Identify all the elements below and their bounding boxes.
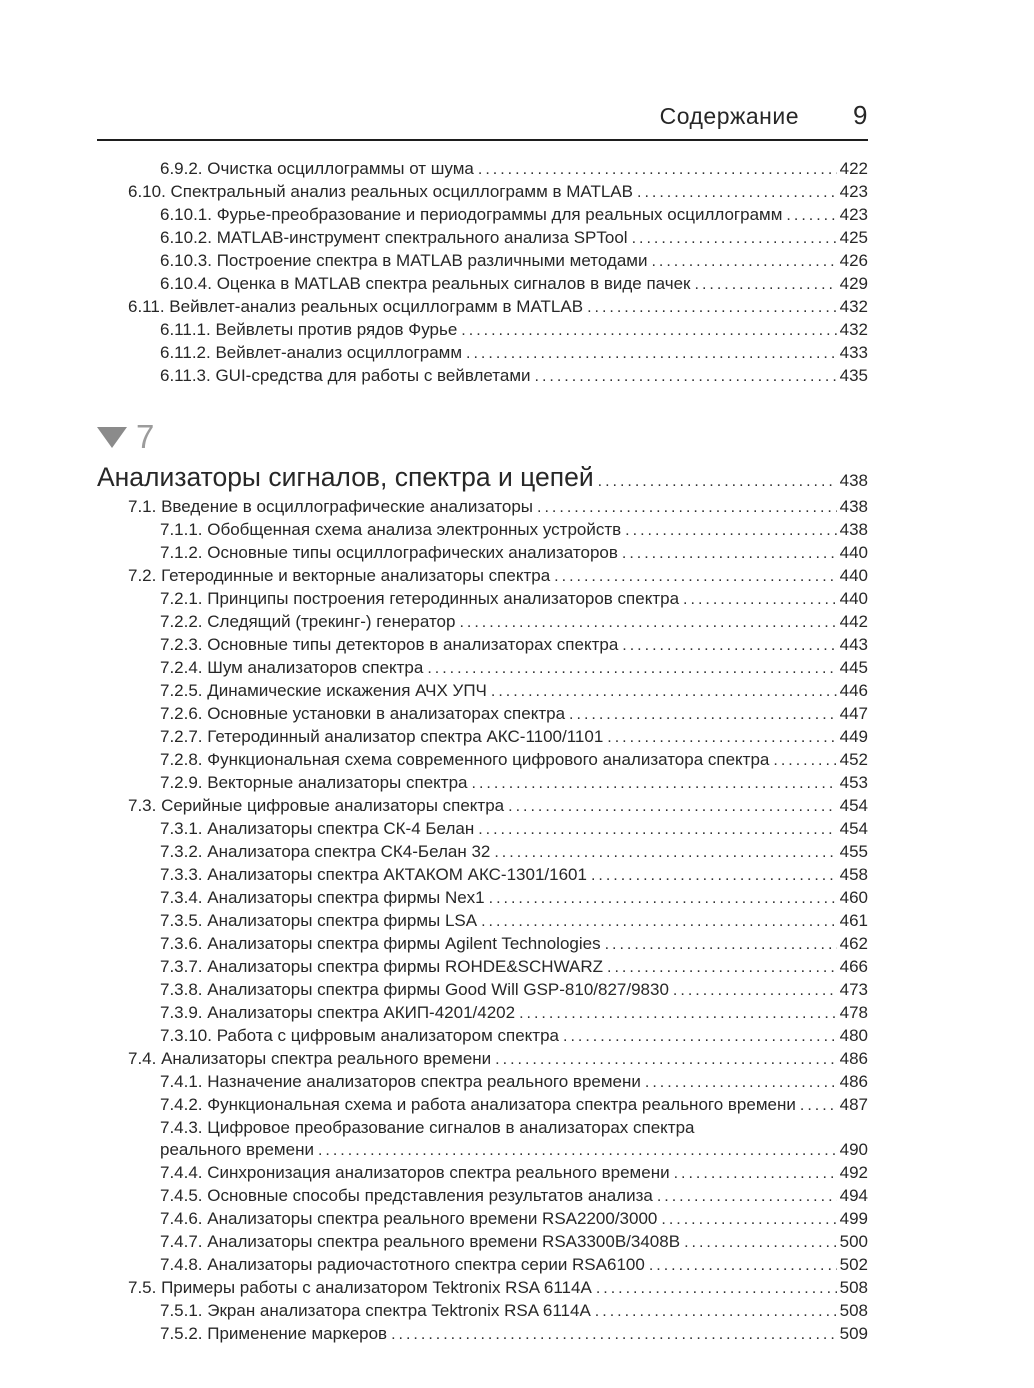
toc-entry	[97, 1300, 868, 1323]
toc-entry	[97, 864, 868, 887]
toc-entry	[97, 818, 868, 841]
toc-entry-text: 7.2.8. Функциональная схема современного цифрового анализатора спектра	[160, 750, 770, 769]
toc-entry	[97, 956, 868, 979]
toc-entry	[97, 1071, 868, 1094]
toc-entry-page: 446	[839, 681, 868, 700]
dot-leader	[773, 750, 836, 772]
toc-entry-text: 7.4.2. Функциональная схема и работа анализатора спектра реального времени	[160, 1095, 796, 1114]
toc-entry-page: 435	[839, 366, 868, 385]
toc-entry-text: 7.2.6. Основные установки в анализаторах спектра	[160, 704, 566, 723]
page-header-title: Содержание	[659, 103, 800, 129]
dot-leader	[684, 1232, 837, 1254]
toc-entry	[97, 181, 868, 204]
dot-leader	[625, 520, 836, 542]
toc-entry-page: 453	[839, 773, 868, 792]
toc-entry	[97, 887, 868, 910]
toc-entry-page: 458	[839, 865, 868, 884]
toc-entry-text: 7.4.5. Основные способы представления результатов анализа	[160, 1186, 653, 1205]
toc-entry-page: 440	[839, 566, 868, 585]
dot-leader	[461, 320, 836, 342]
dot-leader	[695, 274, 837, 296]
toc-entry	[97, 542, 868, 565]
toc-entry	[97, 979, 868, 1002]
toc-entry-text: 6.10.1. Фурье-преобразование и периодограммы для реальных осциллограмм	[160, 205, 783, 224]
page-number: 9	[853, 100, 868, 130]
toc-entry-page: 466	[839, 957, 868, 976]
toc-entry-text: 7.1. Введение в осциллографические анализаторы	[128, 497, 534, 516]
toc-entry-page: 500	[839, 1232, 868, 1251]
toc-entry-text: 6.10. Спектральный анализ реальных осциллограмм в MATLAB	[128, 182, 633, 201]
toc-entry-page: 438	[839, 497, 868, 516]
dot-leader	[494, 842, 836, 864]
toc-entry-page: 494	[839, 1186, 868, 1205]
dot-leader	[508, 796, 837, 818]
toc-entry	[97, 273, 868, 296]
toc-list-ch6	[97, 158, 868, 388]
toc-entry	[97, 1277, 868, 1300]
toc-entry	[97, 1117, 868, 1139]
dot-leader	[657, 1186, 837, 1208]
toc-entry-page: 425	[839, 228, 868, 247]
toc-entry-page: 426	[839, 251, 868, 270]
toc-entry-text: 7.4.7. Анализаторы спектра реального времени RSA3300B/3408B	[160, 1232, 681, 1251]
toc-entry-page: 442	[839, 612, 868, 631]
toc-entry-page: 423	[839, 182, 868, 201]
toc-entry-page: 440	[839, 543, 868, 562]
toc-entry-text: 7.1.2. Основные типы осциллографических анализаторов	[160, 543, 618, 562]
toc-entry-page: 473	[839, 980, 868, 999]
dot-leader	[481, 911, 837, 933]
toc-entry-text: 7.4.6. Анализаторы спектра реального времени RSA2200/3000	[160, 1209, 658, 1228]
toc-entry-text: 6.10.3. Построение спектра в MATLAB различными методами	[160, 251, 648, 270]
dot-leader	[632, 228, 837, 250]
toc-entry-text: 7.5.1. Экран анализатора спектра Tektronix RSA 6114A	[160, 1301, 591, 1320]
toc-entry-page: 432	[839, 320, 868, 339]
toc-entry	[97, 841, 868, 864]
dot-leader	[535, 366, 837, 388]
dot-leader	[569, 704, 837, 726]
dot-leader	[472, 773, 837, 795]
toc-entry-text: 7.2.1. Принципы построения гетеродинных анализаторов спектра	[160, 589, 680, 608]
toc-entry-text: 6.10.4. Оценка в MATLAB спектра реальных сигналов в виде пачек	[160, 274, 691, 293]
toc-entry	[97, 772, 868, 795]
chapter-title: Анализаторы сигналов, спектра и цепей	[97, 462, 594, 492]
toc-entry-text: 7.3.6. Анализаторы спектра фирмы Agilent Technologies	[160, 934, 601, 953]
toc-entry-text: 7.3. Серийные цифровые анализаторы спектра	[128, 796, 505, 815]
dot-leader	[800, 1095, 837, 1117]
toc-entry	[97, 611, 868, 634]
dot-leader	[519, 1003, 837, 1025]
toc-entry-page: 438	[839, 520, 868, 539]
toc-entry-text: 7.4.4. Синхронизация анализаторов спектра реального времени	[160, 1163, 670, 1182]
chapter-number: 7	[136, 417, 155, 455]
toc-entry-page: 449	[839, 727, 868, 746]
dot-leader	[478, 819, 836, 841]
toc-entry-page: 440	[839, 589, 868, 608]
toc-entry-text: 7.3.4. Анализаторы спектра фирмы Nex1	[160, 888, 485, 907]
toc-entry-text: 6.11. Вейвлет-анализ реальных осциллограмм в MATLAB	[128, 297, 584, 316]
dot-leader	[786, 205, 836, 227]
dot-leader	[661, 1209, 836, 1231]
chapter-marker	[97, 419, 868, 453]
toc-entry-text: 7.2. Гетеродинные и векторные анализаторы спектра	[128, 566, 551, 585]
toc-entry	[97, 703, 868, 726]
toc-entry-text: 7.3.9. Анализаторы спектра АКИП-4201/4202	[160, 1003, 516, 1022]
toc-entry-page: 429	[839, 274, 868, 293]
toc-entry-page: 432	[839, 297, 868, 316]
toc-entry-page: 452	[839, 750, 868, 769]
toc-entry-page: 508	[839, 1278, 868, 1297]
dot-leader	[563, 1026, 837, 1048]
toc-entry-page: 460	[839, 888, 868, 907]
dot-leader	[478, 159, 837, 181]
triangle-down-icon	[97, 427, 127, 448]
dot-leader	[596, 1278, 837, 1300]
toc-entry-text: 7.5. Примеры работы с анализатором Tektronix RSA 6114A	[128, 1278, 592, 1297]
toc-entry	[97, 1208, 868, 1231]
toc-entry	[97, 749, 868, 772]
dot-leader	[649, 1255, 837, 1277]
toc-entry-page: 454	[839, 796, 868, 815]
toc-entry-page: 502	[839, 1255, 868, 1274]
toc-entry-page: 478	[839, 1003, 868, 1022]
toc-entry	[97, 158, 868, 181]
toc-entry-page: 423	[839, 205, 868, 224]
toc-entry	[97, 634, 868, 657]
toc-entry	[97, 657, 868, 680]
dot-leader	[391, 1324, 837, 1346]
toc-entry-text: 7.1.1. Обобщенная схема анализа электронных устройств	[160, 520, 622, 539]
toc-entry-text: 7.4.3. Цифровое преобразование сигналов в анализаторах спектра	[160, 1118, 695, 1137]
toc-entry-text: 7.2.7. Гетеродинный анализатор спектра АКС-1100/1101	[160, 727, 604, 746]
toc-entry-page: 486	[839, 1072, 868, 1091]
toc-entry-page: 454	[839, 819, 868, 838]
toc-entry	[97, 1048, 868, 1071]
toc-entry	[97, 588, 868, 611]
dot-leader	[673, 980, 837, 1002]
toc-entry-page: 499	[839, 1209, 868, 1228]
dot-leader	[427, 658, 836, 680]
toc-entry-page: 480	[839, 1026, 868, 1045]
toc-entry-text: 6.11.2. Вейвлет-анализ осциллограмм	[160, 343, 463, 362]
toc-entry	[97, 204, 868, 227]
toc-entry	[97, 496, 868, 519]
toc-entry-text: 7.4. Анализаторы спектра реального времени	[128, 1049, 492, 1068]
toc-entry	[97, 1094, 868, 1117]
toc-entry-page: 433	[839, 343, 868, 362]
toc-entry-page: 422	[839, 159, 868, 178]
dot-leader	[683, 589, 837, 611]
toc-entry-text: 7.3.10. Работа с цифровым анализатором спектра	[160, 1026, 559, 1045]
toc-entry	[97, 910, 868, 933]
toc-entry-text: 6.11.1. Вейвлеты против рядов Фурье	[160, 320, 458, 339]
toc-entry-text: 7.3.2. Анализатора спектра СК4-Белан 32	[160, 842, 491, 861]
toc-entry	[97, 933, 868, 956]
toc-entry	[97, 1139, 868, 1162]
toc-entry	[97, 250, 868, 273]
toc-entry-page: 445	[839, 658, 868, 677]
dot-leader	[587, 297, 837, 319]
dot-leader	[591, 865, 837, 887]
toc-entry	[97, 1162, 868, 1185]
toc-entry	[97, 1254, 868, 1277]
toc-list-ch7	[97, 496, 868, 1346]
dot-leader	[674, 1163, 837, 1185]
dot-leader	[495, 1049, 836, 1071]
toc-entry	[97, 319, 868, 342]
dot-leader	[645, 1072, 837, 1094]
toc-entry-text: 7.4.8. Анализаторы радиочастотного спектра серии RSA6100	[160, 1255, 645, 1274]
toc-entry	[97, 1185, 868, 1208]
toc-entry-page: 487	[839, 1095, 868, 1114]
toc-entry	[97, 565, 868, 588]
dot-leader	[637, 182, 837, 204]
toc-entry-page: 443	[839, 635, 868, 654]
toc-entry-text: 7.3.1. Анализаторы спектра СК-4 Белан	[160, 819, 475, 838]
toc-entry-text: 6.10.2. MATLAB-инструмент спектрального анализа SPTool	[160, 228, 628, 247]
toc-entry	[97, 296, 868, 319]
toc-entry	[97, 519, 868, 542]
dot-leader	[598, 471, 837, 493]
toc-entry-page: 508	[839, 1301, 868, 1320]
dot-leader	[489, 888, 837, 910]
dot-leader	[491, 681, 837, 703]
toc-entry-text: 7.3.3. Анализаторы спектра АКТАКОМ АКС-1301/1601	[160, 865, 587, 884]
toc-entry	[97, 342, 868, 365]
toc-entry	[97, 1231, 868, 1254]
toc-entry-text: 7.2.4. Шум анализаторов спектра	[160, 658, 424, 677]
toc-entry-text: реального времени	[160, 1140, 314, 1159]
toc-entry	[97, 726, 868, 749]
toc-entry-page: 447	[839, 704, 868, 723]
dot-leader	[466, 343, 837, 365]
toc-entry-text: 7.3.7. Анализаторы спектра фирмы ROHDE&SCHWARZ	[160, 957, 603, 976]
toc-entry-text: 7.3.8. Анализаторы спектра фирмы Good Will GSP-810/827/9830	[160, 980, 669, 999]
toc-entry-text: 7.4.1. Назначение анализаторов спектра реального времени	[160, 1072, 641, 1091]
toc-entry-page: 462	[839, 934, 868, 953]
toc-entry	[97, 1323, 868, 1346]
chapter-page: 438	[839, 471, 868, 490]
chapter-title-row	[97, 462, 868, 493]
toc-entry-page: 461	[839, 911, 868, 930]
dot-leader	[459, 612, 836, 634]
toc-entry-text: 7.2.3. Основные типы детекторов в анализаторах спектра	[160, 635, 619, 654]
dot-leader	[622, 543, 837, 565]
toc-entry-page: 455	[839, 842, 868, 861]
toc-entry-page: 509	[839, 1324, 868, 1343]
toc-entry-text: 7.5.2. Применение маркеров	[160, 1324, 388, 1343]
toc-entry	[97, 227, 868, 250]
dot-leader	[318, 1140, 837, 1162]
toc-entry	[97, 1025, 868, 1048]
toc-entry	[97, 1002, 868, 1025]
dot-leader	[622, 635, 836, 657]
toc-entry-text: 7.3.5. Анализаторы спектра фирмы LSA	[160, 911, 478, 930]
toc-entry	[97, 680, 868, 703]
toc-entry-text: 7.2.9. Векторные анализаторы спектра	[160, 773, 468, 792]
dot-leader	[651, 251, 836, 273]
dot-leader	[554, 566, 836, 588]
dot-leader	[607, 957, 837, 979]
dot-leader	[607, 727, 836, 749]
toc-entry	[97, 795, 868, 818]
toc-entry-text: 7.2.2. Следящий (трекинг-) генератор	[160, 612, 456, 631]
page-header	[97, 100, 868, 141]
toc-entry-page: 490	[839, 1140, 868, 1159]
toc-entry-page: 486	[839, 1049, 868, 1068]
toc-entry-text: 6.9.2. Очистка осциллограммы от шума	[160, 159, 474, 178]
toc-entry-text: 7.2.5. Динамические искажения АЧХ УПЧ	[160, 681, 487, 700]
dot-leader	[595, 1301, 837, 1323]
dot-leader	[605, 934, 837, 956]
toc-entry	[97, 365, 868, 388]
toc-entry-page: 492	[839, 1163, 868, 1182]
dot-leader	[537, 497, 837, 519]
toc-entry-text: 6.11.3. GUI-средства для работы с вейвлетами	[160, 366, 531, 385]
